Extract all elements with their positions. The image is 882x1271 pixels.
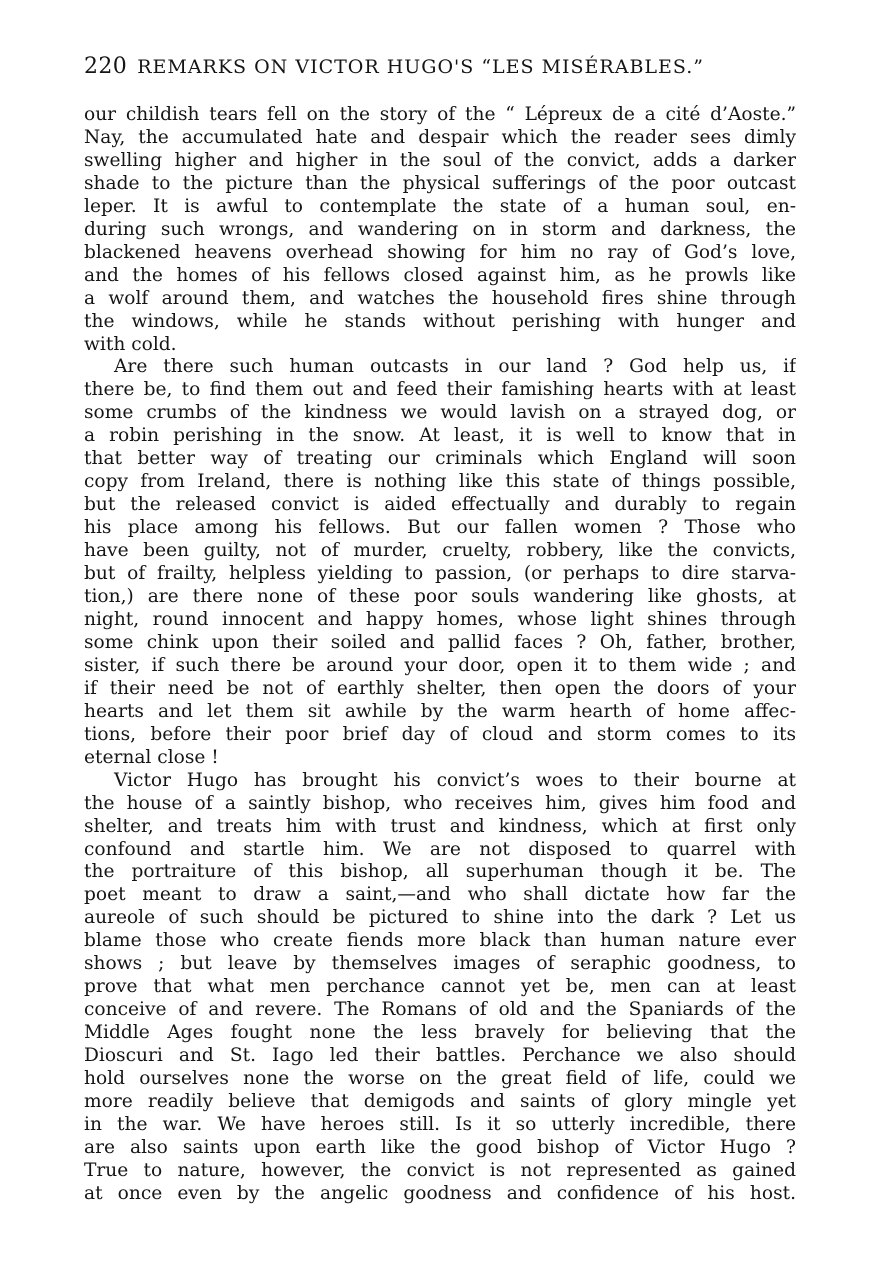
text-line: confound and startle him. We are not disposed to quarrel with [84, 838, 796, 860]
text-line: prove that what men perchance cannot yet be, men can at least [84, 976, 796, 998]
text-line: Middle Ages fought none the less bravely for believing that the [84, 1022, 796, 1044]
text-line: our childish tears fell on the story of the “ Lépreux de a cité d’Aoste.” [84, 104, 796, 125]
text-line: a wolf around them, and watches the household fires shine through [84, 287, 796, 309]
text-line: blame those who create fiends more black than human nature ever [84, 930, 796, 952]
text-line: his place among his fellows. But our fallen women ? Those who [84, 517, 796, 539]
text-line: leper. It is awful to contemplate the state of a human soul, en- [84, 195, 796, 217]
text-line: and the homes of his fellows closed against him, as he prowls like [84, 264, 796, 286]
text-line: there be, to find them out and feed their famishing hearts with at least [84, 379, 796, 401]
text-line: have been guilty, not of murder, cruelty, robbery, like the convicts, [84, 540, 796, 562]
text-line: aureole of such should be pictured to shine into the dark ? Let us [84, 907, 796, 929]
text-line: at once even by the angelic goodness and confidence of his host. [84, 1182, 796, 1204]
text-line: True to nature, however, the convict is not represented as gained [84, 1159, 796, 1181]
text-line: if their need be not of earthly shelter, then open the doors of your [84, 677, 796, 699]
text-line: night, round innocent and happy homes, whose light shines through [84, 608, 796, 630]
paragraph-end-line: with cold. [84, 333, 177, 355]
paragraph-start-line: Victor Hugo has brought his convict’s woes to their bourne at [114, 769, 796, 791]
text-line: tions, before their poor brief day of cloud and storm comes to its [84, 723, 796, 745]
text-line: are also saints upon earth like the good bishop of Victor Hugo ? [84, 1136, 796, 1158]
text-line: Nay, the accumulated hate and despair which the reader sees dimly [84, 126, 796, 148]
paragraph-start-line: Are there such human outcasts in our land ? God help us, if [114, 356, 796, 378]
book-page [84, 54, 796, 1206]
text-line: shade to the picture than the physical sufferings of the poor outcast [84, 172, 796, 194]
text-line: shelter, and treats him with trust and kindness, which at first only [84, 815, 796, 837]
text-line: Dioscuri and St. Iago led their battles. Perchance we also should [84, 1045, 796, 1067]
text-line: in the war. We have heroes still. Is it so utterly incredible, there [84, 1113, 796, 1135]
running-head [84, 54, 796, 90]
page-number: 220 [84, 54, 128, 79]
text-line: that better way of treating our criminals which England will soon [84, 448, 796, 470]
running-title: REMARKS ON VICTOR HUGO'S “LES MISÉRABLES.” [137, 56, 704, 78]
text-line: more readily believe that demigods and saints of glory mingle yet [84, 1090, 796, 1112]
text-line: a robin perishing in the snow. At least, it is well to know that in [84, 425, 796, 447]
text-line: tion,) are there none of these poor souls wandering like ghosts, at [84, 586, 796, 608]
text-line: the portraiture of this bishop, all superhuman though it be. The [84, 861, 796, 883]
text-line: during such wrongs, and wandering on in storm and darkness, the [84, 218, 796, 240]
text-line: blackened heavens overhead showing for him no ray of God’s love, [84, 241, 796, 263]
text-line: the house of a saintly bishop, who receives him, gives him food and [84, 792, 796, 814]
text-line: swelling higher and higher in the soul of the convict, adds a darker [84, 149, 796, 171]
text-line: conceive of and revere. The Romans of old and the Spaniards of the [84, 999, 796, 1021]
text-line: but of frailty, helpless yielding to passion, (or perhaps to dire starva- [84, 563, 796, 585]
text-line: poet meant to draw a saint,—and who shall dictate how far the [84, 884, 796, 906]
text-line: hold ourselves none the worse on the great field of life, could we [84, 1068, 796, 1090]
text-line: hearts and let them sit awhile by the warm hearth of home affec- [84, 700, 796, 722]
text-line: copy from Ireland, there is nothing like this state of things possible, [84, 471, 796, 493]
text-line: the windows, while he stands without perishing with hunger and [84, 310, 796, 332]
text-line: shows ; but leave by themselves images of seraphic goodness, to [84, 953, 796, 975]
text-line: sister, if such there be around your door, open it to them wide ; and [84, 654, 796, 676]
text-line: some crumbs of the kindness we would lavish on a strayed dog, or [84, 402, 796, 424]
text-line: but the released convict is aided effectually and durably to regain [84, 494, 796, 516]
paragraph-end-line: eternal close ! [84, 746, 219, 768]
text-line: some chink upon their soiled and pallid faces ? Oh, father, brother, [84, 631, 796, 653]
body-text [84, 104, 796, 1206]
